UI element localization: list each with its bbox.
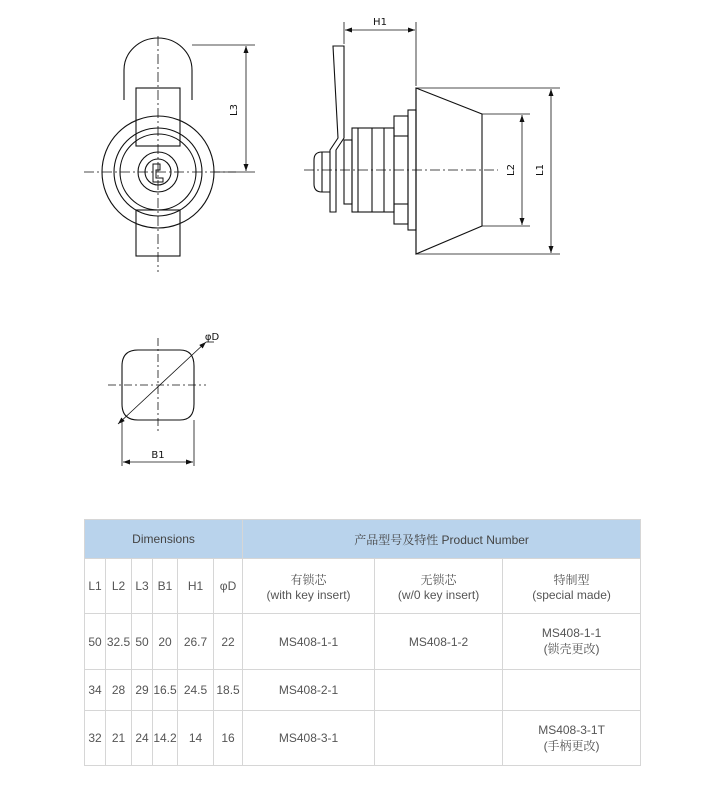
header-dimensions: Dimensions xyxy=(85,520,243,559)
cell-phi-d: 22 xyxy=(214,614,243,670)
cell-l1: 34 xyxy=(85,670,106,711)
cell-l2: 21 xyxy=(106,711,132,766)
col-l2: L2 xyxy=(106,559,132,614)
cell-special-code: MS408-3-1T xyxy=(538,722,605,737)
label-l3: L3 xyxy=(229,104,240,116)
cell-l1: 32 xyxy=(85,711,106,766)
col-special-cn: 特制型 xyxy=(553,572,590,587)
table-row xyxy=(85,670,641,711)
cell-l1: 50 xyxy=(85,614,106,670)
cell-h1: 14 xyxy=(178,711,214,766)
col-without-key-en: (w/0 key insert) xyxy=(397,587,480,602)
label-phi-d: φD xyxy=(204,332,220,343)
cell-b1: 14.2 xyxy=(153,711,178,766)
col-phi-d: φD xyxy=(214,559,243,614)
cell-without-key xyxy=(375,670,503,711)
spec-table xyxy=(84,519,641,766)
cell-l3: 29 xyxy=(132,670,153,711)
cell-h1: 24.5 xyxy=(178,670,214,711)
cell-with-key: MS408-1-1 xyxy=(243,614,375,670)
cell-l2: 28 xyxy=(106,670,132,711)
cell-l3: 24 xyxy=(132,711,153,766)
header-row xyxy=(85,520,641,559)
subheader-row xyxy=(85,559,641,614)
cell-without-key xyxy=(375,711,503,766)
cell-special xyxy=(503,614,641,670)
table-row xyxy=(85,614,641,670)
col-with-key xyxy=(243,559,375,614)
cell-l3: 50 xyxy=(132,614,153,670)
cell-special xyxy=(503,670,641,711)
cell-special-code: MS408-1-1 xyxy=(541,626,602,640)
col-l1: L1 xyxy=(85,559,106,614)
side-view xyxy=(304,22,560,254)
cell-with-key: MS408-2-1 xyxy=(243,670,375,711)
col-b1: B1 xyxy=(153,559,178,614)
cell-b1: 16.5 xyxy=(153,670,178,711)
cutout-view xyxy=(108,338,214,466)
col-without-key xyxy=(375,559,503,614)
label-b1: B1 xyxy=(151,450,165,461)
cell-with-key: MS408-3-1 xyxy=(243,711,375,766)
col-with-key-cn: 有锁芯 xyxy=(290,572,327,587)
col-special xyxy=(503,559,641,614)
cell-special xyxy=(503,711,641,766)
label-l1: L1 xyxy=(535,164,546,176)
cell-h1: 26.7 xyxy=(178,614,214,670)
col-special-en: (special made) xyxy=(532,587,611,602)
cell-special-note: (手柄更改) xyxy=(543,738,600,753)
col-without-key-cn: 无锁芯 xyxy=(420,572,457,587)
label-h1: H1 xyxy=(373,17,387,28)
cell-special-note: (锁壳更改) xyxy=(543,642,600,656)
label-l2: L2 xyxy=(506,164,517,176)
cell-without-key: MS408-1-2 xyxy=(375,614,503,670)
front-view xyxy=(84,36,255,272)
cell-phi-d: 18.5 xyxy=(214,670,243,711)
cell-phi-d: 16 xyxy=(214,711,243,766)
cell-b1: 20 xyxy=(153,614,178,670)
col-with-key-en: (with key insert) xyxy=(266,587,351,602)
cell-l2: 32.5 xyxy=(106,614,132,670)
col-h1: H1 xyxy=(178,559,214,614)
table-row xyxy=(85,711,641,766)
col-l3: L3 xyxy=(132,559,153,614)
header-product-number: 产品型号及特性 Product Number xyxy=(243,520,641,559)
